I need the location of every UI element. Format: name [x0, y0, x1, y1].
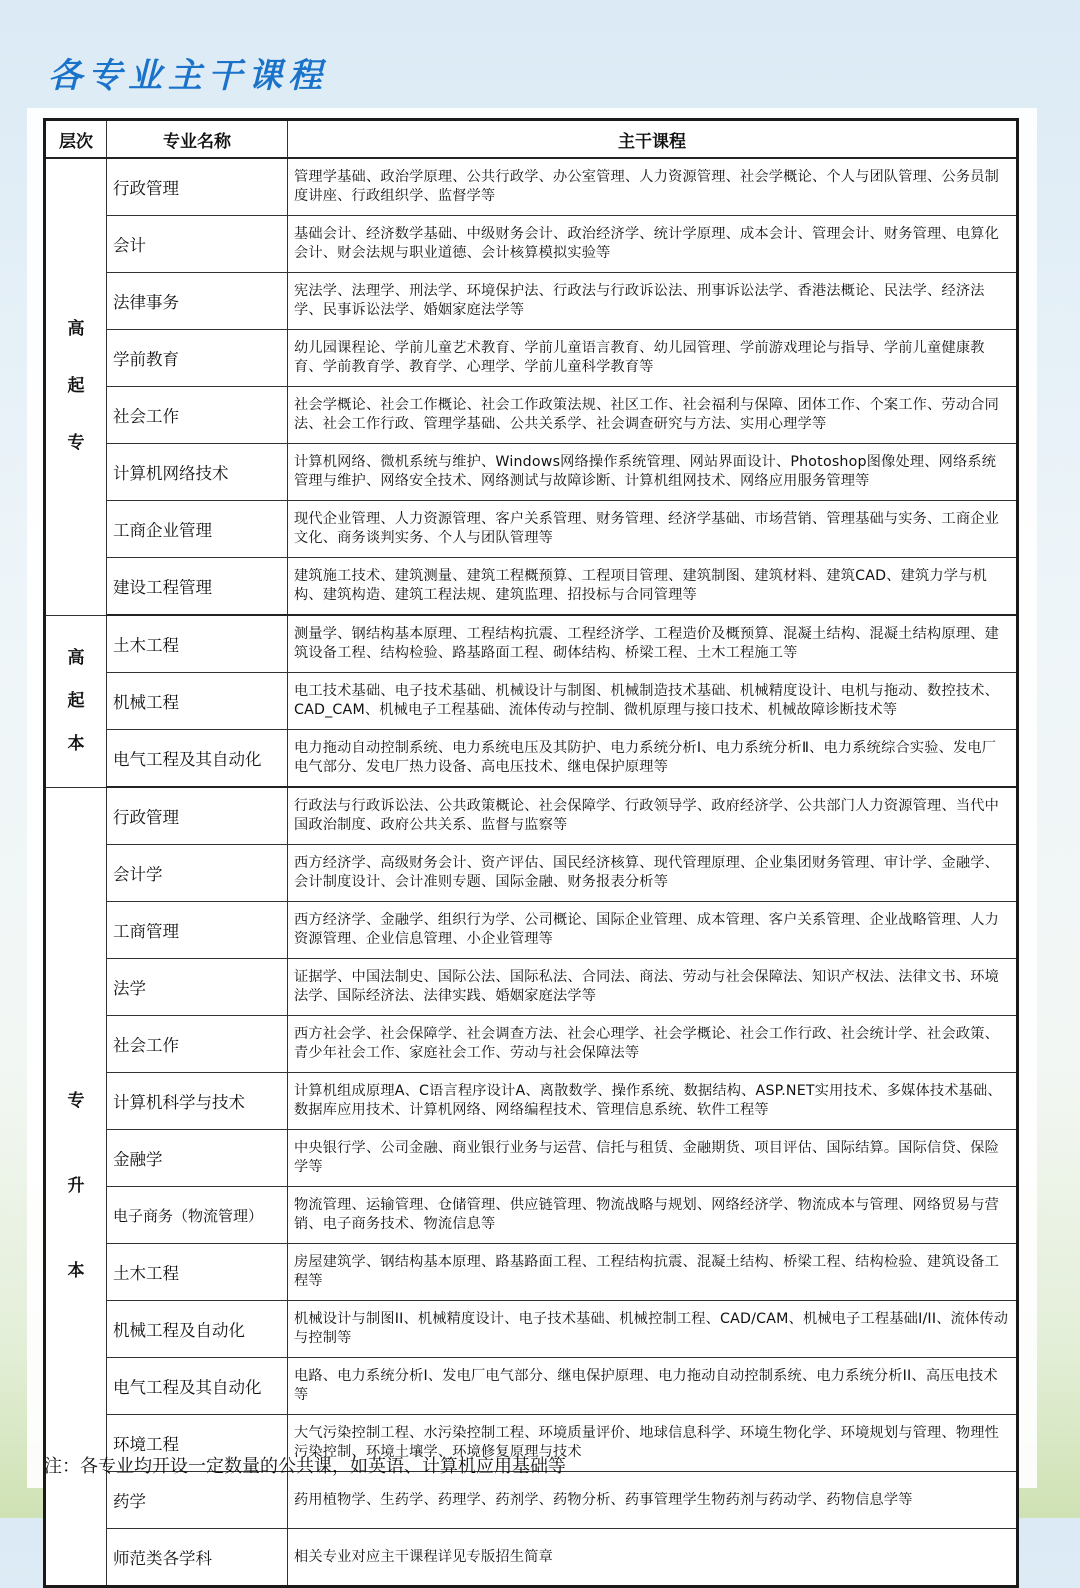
major-name: 工商企业管理	[107, 501, 288, 558]
table-row	[45, 444, 1018, 501]
table-row	[45, 902, 1018, 959]
group-gaoqizhuan	[45, 158, 1018, 615]
table-row	[45, 1244, 1018, 1301]
course-list: 社会学概论、社会工作概论、社会工作政策法规、社区工作、社会福利与保障、团体工作、个案工作、劳动合同法、社会工作行政、管理学基础、公共关系学、社会调查研究与方法、实用心理学等	[288, 387, 1018, 444]
course-list: 测量学、钢结构基本原理、工程结构抗震、工程经济学、工程造价及概预算、混凝土结构、混凝土结构原理、建筑设备工程、结构检验、路基路面工程、砌体结构、桥梁工程、土木工程施工等	[288, 615, 1018, 673]
header-courses: 主干课程	[288, 120, 1018, 159]
course-list: 计算机网络、微机系统与维护、Windows网络操作系统管理、网站界面设计、Photoshop图像处理、网络系统管理与维护、网络安全技术、网络测试与故障诊断、计算机组网技术、网络应用服务管理等	[288, 444, 1018, 501]
course-list: 房屋建筑学、钢结构基本原理、路基路面工程、工程结构抗震、混凝土结构、桥梁工程、结构检验、建筑设备工程等	[288, 1244, 1018, 1301]
level-cell-gaoqiben	[45, 615, 107, 787]
course-list: 大气污染控制工程、水污染控制工程、环境质量评价、地球信息科学、环境生物化学、环境规划与管理、物理性污染控制、环境土壤学、环境修复原理与技术	[288, 1415, 1018, 1472]
table-row	[45, 959, 1018, 1016]
level-char: 专	[67, 1090, 85, 1111]
table-row	[45, 216, 1018, 273]
course-list: 西方社会学、社会保障学、社会调查方法、社会心理学、社会学概论、社会工作行政、社会统计学、社会政策、青少年社会工作、家庭社会工作、劳动与社会保障法等	[288, 1016, 1018, 1073]
level-char: 起	[67, 690, 85, 711]
course-list: 中央银行学、公司金融、商业银行业务与运营、信托与租赁、金融期货、项目评估、国际结算。国际信贷、保险学等	[288, 1130, 1018, 1187]
table-header-row	[45, 120, 1018, 159]
major-name: 建设工程管理	[107, 558, 288, 616]
table-row	[45, 845, 1018, 902]
table-row	[45, 1130, 1018, 1187]
course-list: 电路、电力系统分析I、发电厂电气部分、继电保护原理、电力拖动自动控制系统、电力系统分析II、高压电技术等	[288, 1358, 1018, 1415]
group-gaoqiben	[45, 615, 1018, 787]
course-list: 幼儿园课程论、学前儿童艺术教育、学前儿童语言教育、幼儿园管理、学前游戏理论与指导、学前儿童健康教育、学前教育学、教育学、心理学、学前儿童科学教育等	[288, 330, 1018, 387]
major-name: 社会工作	[107, 1016, 288, 1073]
table-row	[45, 158, 1018, 216]
table-row	[45, 1472, 1018, 1529]
course-list: 宪法学、法理学、刑法学、环境保护法、行政法与行政诉讼法、刑事诉讼法学、香港法概论、民法学、经济法学、民事诉讼法学、婚姻家庭法学等	[288, 273, 1018, 330]
major-name: 电子商务（物流管理）	[107, 1187, 288, 1244]
major-name: 会计	[107, 216, 288, 273]
level-char: 本	[67, 1260, 85, 1281]
major-name: 金融学	[107, 1130, 288, 1187]
course-list: 证据学、中国法制史、国际公法、国际私法、合同法、商法、劳动与社会保障法、知识产权法、法律文书、环境法学、国际经济法、法律实践、婚姻家庭法学等	[288, 959, 1018, 1016]
major-name: 师范类各学科	[107, 1529, 288, 1587]
course-table	[43, 118, 1019, 1588]
level-char: 起	[67, 376, 85, 397]
level-char: 升	[67, 1175, 85, 1196]
course-list: 西方经济学、高级财务会计、资产评估、国民经济核算、现代管理原理、企业集团财务管理、审计学、金融学、会计制度设计、会计准则专题、国际金融、财务报表分析等	[288, 845, 1018, 902]
course-list: 电力拖动自动控制系统、电力系统电压及其防护、电力系统分析Ⅰ、电力系统分析Ⅱ、电力系统综合实验、发电厂电气部分、发电厂热力设备、高电压技术、继电保护原理等	[288, 730, 1018, 788]
table-row	[45, 501, 1018, 558]
page-title: 各专业主干课程	[48, 56, 328, 96]
table-row	[45, 673, 1018, 730]
major-name: 机械工程	[107, 673, 288, 730]
table-row	[45, 1016, 1018, 1073]
course-list: 电工技术基础、电子技术基础、机械设计与制图、机械制造技术基础、机械精度设计、电机与拖动、数控技术、CAD_CAM、机械电子工程基础、流体传动与控制、微机原理与接口技术、机械故障诊断技术等	[288, 673, 1018, 730]
course-list: 药用植物学、生药学、药理学、药剂学、药物分析、药事管理学生物药剂与药动学、药物信息学等	[288, 1472, 1018, 1529]
major-name: 社会工作	[107, 387, 288, 444]
course-list: 西方经济学、金融学、组织行为学、公司概论、国际企业管理、成本管理、客户关系管理、企业战略管理、人力资源管理、企业信息管理、小企业管理等	[288, 902, 1018, 959]
major-name: 土木工程	[107, 615, 288, 673]
level-char: 专	[67, 433, 85, 454]
level-cell-gaoqizhuan	[45, 158, 107, 615]
major-name: 环境工程	[107, 1415, 288, 1472]
footer-note: 注：各专业均开设一定数量的公共课，如英语、计算机应用基础等	[44, 1456, 566, 1477]
table-row	[45, 387, 1018, 444]
major-name: 会计学	[107, 845, 288, 902]
table-row	[45, 787, 1018, 845]
course-list: 机械设计与制图II、机械精度设计、电子技术基础、机械控制工程、CAD/CAM、机械电子工程基础I/II、流体传动与控制等	[288, 1301, 1018, 1358]
course-list: 行政法与行政诉讼法、公共政策概论、社会保障学、行政领导学、政府经济学、公共部门人力资源管理、当代中国政治制度、政府公共关系、监督与监察等	[288, 787, 1018, 845]
major-name: 计算机科学与技术	[107, 1073, 288, 1130]
header-major: 专业名称	[107, 120, 288, 159]
major-name: 药学	[107, 1472, 288, 1529]
major-name: 法律事务	[107, 273, 288, 330]
major-name: 计算机网络技术	[107, 444, 288, 501]
major-name: 法学	[107, 959, 288, 1016]
table-row	[45, 1301, 1018, 1358]
major-name: 电气工程及其自动化	[107, 1358, 288, 1415]
table-row	[45, 558, 1018, 616]
table-row	[45, 1187, 1018, 1244]
table-row	[45, 615, 1018, 673]
level-char: 高	[67, 647, 85, 668]
table-row	[45, 330, 1018, 387]
course-list: 基础会计、经济数学基础、中级财务会计、政治经济学、统计学原理、成本会计、管理会计、财务管理、电算化会计、财会法规与职业道德、会计核算模拟实验等	[288, 216, 1018, 273]
table-row	[45, 1358, 1018, 1415]
course-list: 物流管理、运输管理、仓储管理、供应链管理、物流战略与规划、网络经济学、物流成本与管理、网络贸易与营销、电子商务技术、物流信息等	[288, 1187, 1018, 1244]
major-name: 机械工程及自动化	[107, 1301, 288, 1358]
course-list: 相关专业对应主干课程详见专版招生简章	[288, 1529, 1018, 1587]
course-list: 管理学基础、政治学原理、公共行政学、办公室管理、人力资源管理、社会学概论、个人与团队管理、公务员制度讲座、行政组织学、监督学等	[288, 158, 1018, 216]
major-name: 电气工程及其自动化	[107, 730, 288, 788]
major-name: 土木工程	[107, 1244, 288, 1301]
course-list: 计算机组成原理A、C语言程序设计A、离散数学、操作系统、数据结构、ASP.NET实用技术、多媒体技术基础、数据库应用技术、计算机网络、网络编程技术、管理信息系统、软件工程等	[288, 1073, 1018, 1130]
major-name: 学前教育	[107, 330, 288, 387]
major-name: 工商管理	[107, 902, 288, 959]
course-list: 现代企业管理、人力资源管理、客户关系管理、财务管理、经济学基础、市场营销、管理基础与实务、工商企业文化、商务谈判实务、个人与团队管理等	[288, 501, 1018, 558]
header-level: 层次	[45, 120, 107, 159]
course-list: 建筑施工技术、建筑测量、建筑工程概预算、工程项目管理、建筑制图、建筑材料、建筑CAD、建筑力学与机构、建筑构造、建筑工程法规、建筑监理、招投标与合同管理等	[288, 558, 1018, 616]
major-name: 行政管理	[107, 158, 288, 216]
level-char: 本	[67, 733, 85, 754]
table-row	[45, 730, 1018, 788]
table-row	[45, 1073, 1018, 1130]
table-row	[45, 273, 1018, 330]
level-char: 高	[67, 319, 85, 340]
table-row	[45, 1529, 1018, 1587]
major-name: 行政管理	[107, 787, 288, 845]
